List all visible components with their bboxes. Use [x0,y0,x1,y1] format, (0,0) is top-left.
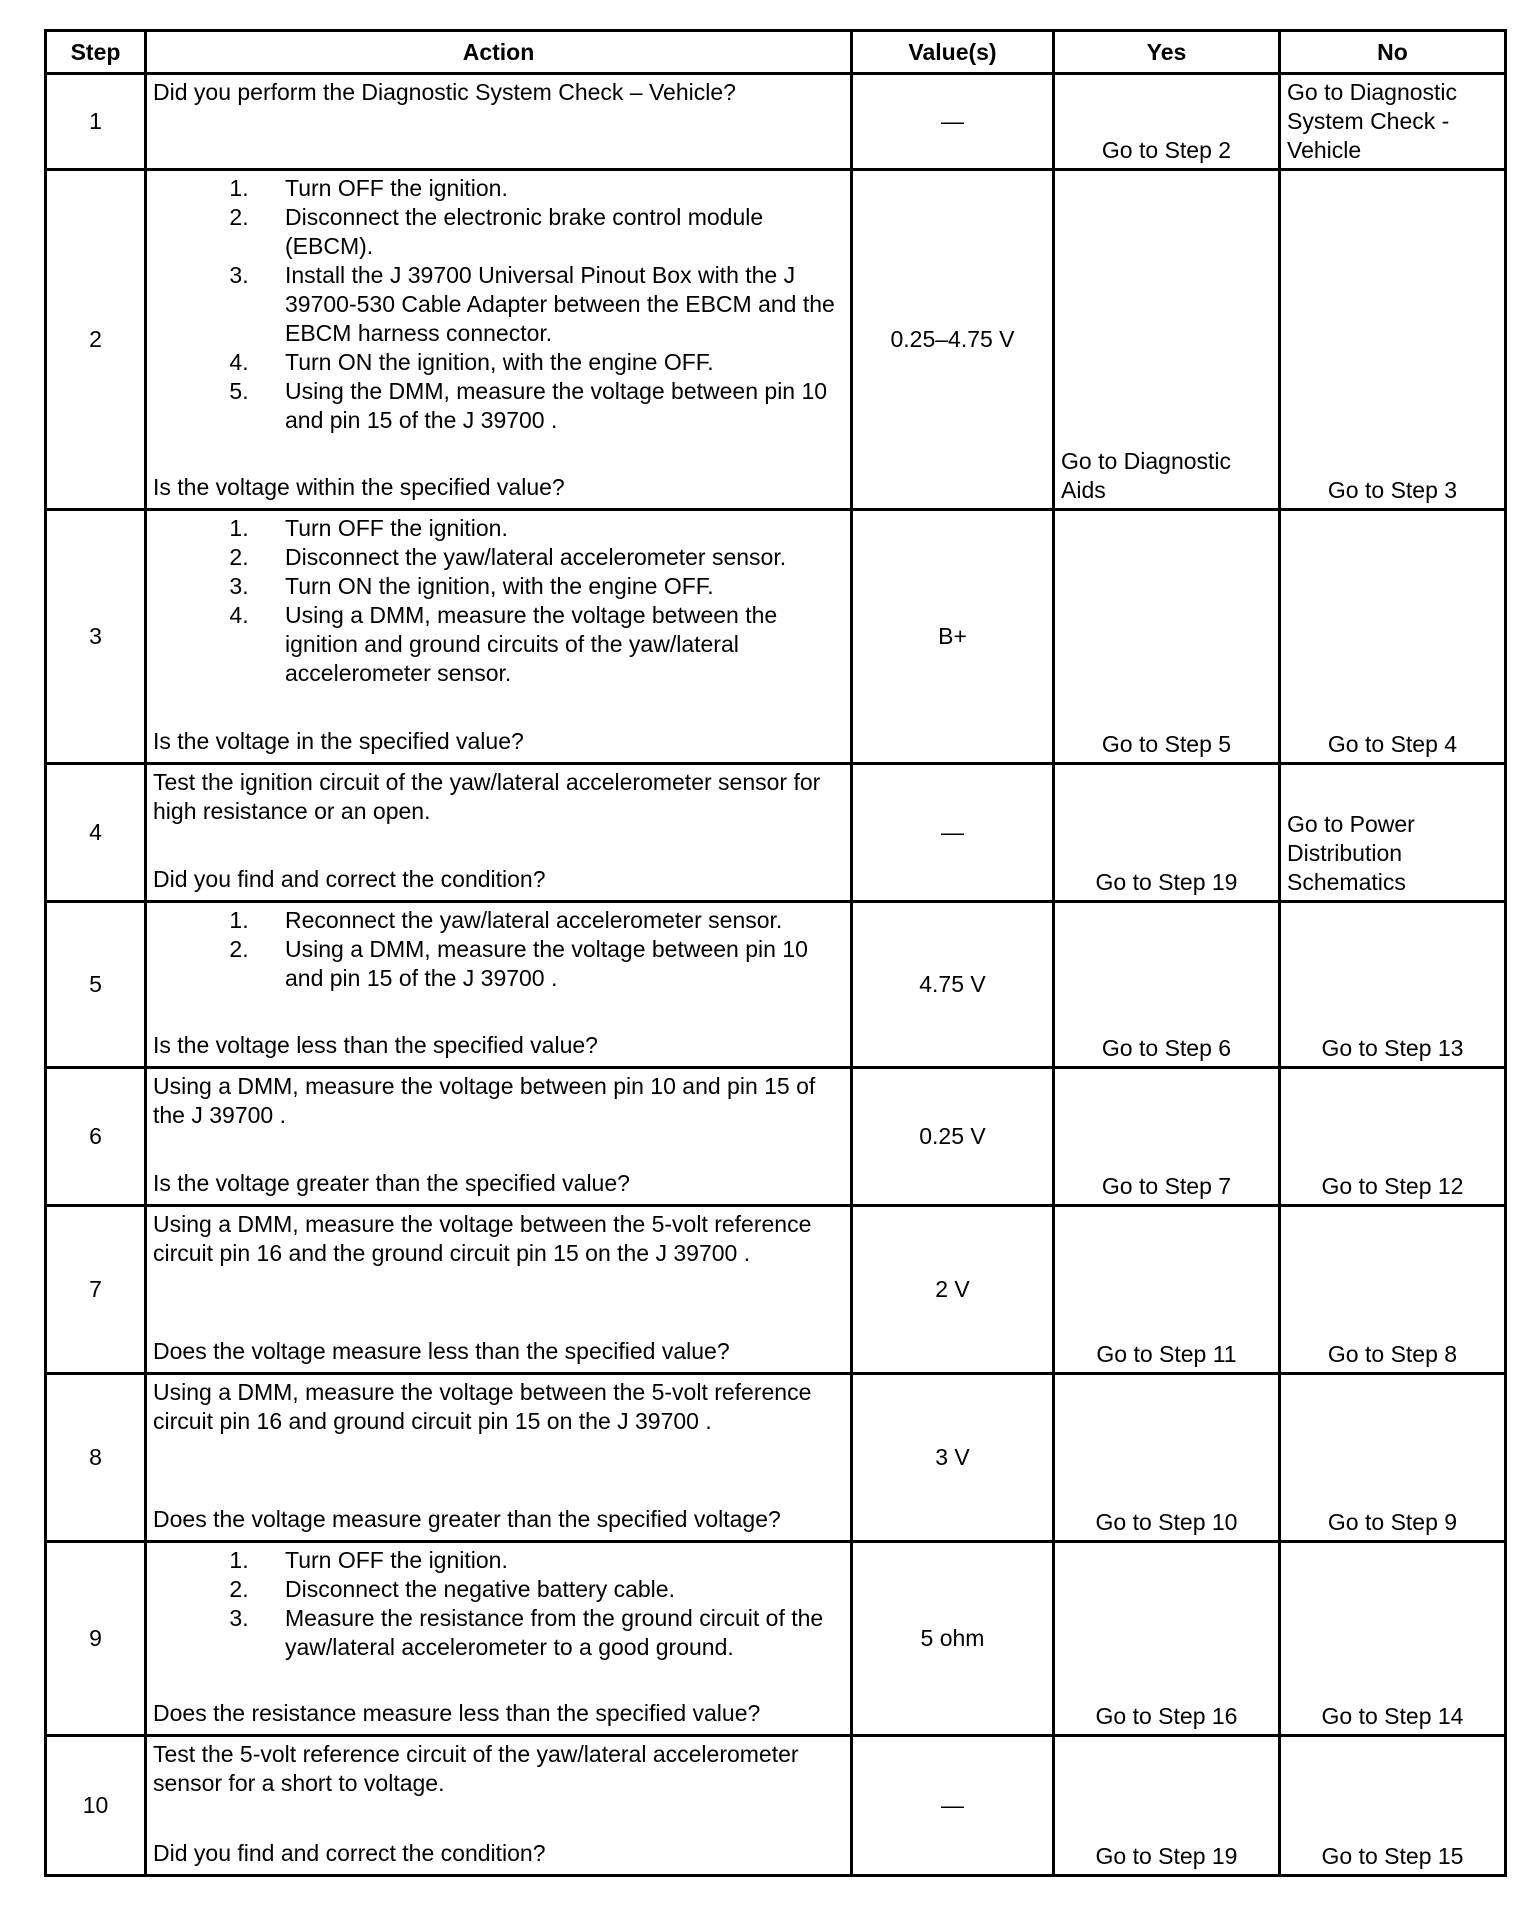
action-step-item: 5. Using the DMM, measure the voltage between pin 10 and pin 15 of the J 39700 . [255,377,844,435]
no-cell: Go to Step 13 [1280,902,1506,1068]
action-step-item: 4. Using a DMM, measure the voltage between the ignition and ground circuits of the yaw/lateral accelerometer sensor. [255,601,844,688]
action-step-item: 3. Turn ON the ignition, with the engine OFF. [255,572,844,601]
yes-cell: Go to Step 2 [1054,74,1280,170]
value-cell: — [852,764,1054,902]
action-steps-list [153,514,844,688]
action-cell [146,510,852,764]
step-number: 7 [46,1206,146,1374]
diagnostic-table [44,29,1507,1877]
action-step-item: 1. Reconnect the yaw/lateral accelerometer sensor. [255,906,844,935]
no-cell: Go to Step 15 [1280,1736,1506,1876]
action-cell [146,1542,852,1736]
yes-cell: Go to Step 10 [1054,1374,1280,1542]
step-number: 5 [46,902,146,1068]
action-intro: Test the ignition circuit of the yaw/lateral accelerometer sensor for high resistance or an open. [153,769,821,824]
action-intro: Using a DMM, measure the voltage between pin 10 and pin 15 of the J 39700 . [153,1073,816,1128]
action-step-item: 1. Turn OFF the ignition. [255,1546,844,1575]
action-cell [146,764,852,902]
action-cell [146,1736,852,1876]
no-cell: Go to Step 8 [1280,1206,1506,1374]
action-question: Did you find and correct the condition? [153,866,546,892]
action-cell [146,1206,852,1374]
value-cell: — [852,74,1054,170]
step-number: 6 [46,1068,146,1206]
action-step-item: 2. Disconnect the yaw/lateral accelerometer sensor. [255,543,844,572]
action-question: Did you find and correct the condition? [153,1840,546,1866]
table-row [46,1542,1506,1736]
action-cell [146,170,852,510]
action-question: Is the voltage greater than the specified value? [153,1170,630,1196]
yes-cell: Go to Step 7 [1054,1068,1280,1206]
action-step-item: 2. Disconnect the negative battery cable. [255,1575,844,1604]
table-row [46,510,1506,764]
no-cell: Go to Step 14 [1280,1542,1506,1736]
yes-cell: Go to Step 16 [1054,1542,1280,1736]
no-cell: Go to Step 9 [1280,1374,1506,1542]
header-action: Action [146,31,852,74]
action-intro: Test the 5-volt reference circuit of the yaw/lateral accelerometer sensor for a short to voltage. [153,1741,799,1796]
action-steps-list [153,1546,844,1662]
action-step-item: 2. Disconnect the electronic brake control module (EBCM). [255,203,844,261]
action-steps-list [153,174,844,435]
action-question: Is the voltage less than the specified value? [153,1032,598,1058]
table-row [46,74,1506,170]
step-number: 8 [46,1374,146,1542]
step-number: 10 [46,1736,146,1876]
action-question: Is the voltage within the specified value? [153,474,565,500]
no-cell: Go to Step 12 [1280,1068,1506,1206]
header-step: Step [46,31,146,74]
action-intro: Using a DMM, measure the voltage between the 5-volt reference circuit pin 16 and the ground circuit pin 15 on the J 39700 . [153,1211,812,1266]
yes-cell: Go to Step 5 [1054,510,1280,764]
no-cell: Go to Diagnostic System Check - Vehicle [1280,74,1506,170]
no-cell: Go to Step 4 [1280,510,1506,764]
action-question: Does the resistance measure less than the specified value? [153,1700,761,1726]
value-cell: 3 V [852,1374,1054,1542]
value-cell: 2 V [852,1206,1054,1374]
action-step-item: 4. Turn ON the ignition, with the engine OFF. [255,348,844,377]
yes-cell: Go to Step 19 [1054,764,1280,902]
action-cell [146,1068,852,1206]
table-row [46,1736,1506,1876]
action-step-item: 2. Using a DMM, measure the voltage between pin 10 and pin 15 of the J 39700 . [255,935,844,993]
step-number: 3 [46,510,146,764]
step-number: 2 [46,170,146,510]
action-cell [146,902,852,1068]
action-intro: Using a DMM, measure the voltage between the 5-volt reference circuit pin 16 and ground circuit pin 15 on the J 39700 . [153,1379,812,1434]
action-steps-list [153,906,844,993]
table-row [46,1374,1506,1542]
value-cell: 4.75 V [852,902,1054,1068]
action-step-item: 1. Turn OFF the ignition. [255,514,844,543]
table-row [46,1206,1506,1374]
table-row [46,902,1506,1068]
step-number: 1 [46,74,146,170]
header-no: No [1280,31,1506,74]
header-values: Value(s) [852,31,1054,74]
yes-cell: Go to Diagnostic Aids [1054,170,1280,510]
yes-cell: Go to Step 6 [1054,902,1280,1068]
step-number: 4 [46,764,146,902]
step-number: 9 [46,1542,146,1736]
action-question: Does the voltage measure greater than the specified voltage? [153,1506,781,1532]
action-step-item: 3. Install the J 39700 Universal Pinout Box with the J 39700-530 Cable Adapter between the EBCM and the EBCM harness connector. [255,261,844,348]
value-cell: — [852,1736,1054,1876]
action-step-item: 1. Turn OFF the ignition. [255,174,844,203]
header-yes: Yes [1054,31,1280,74]
yes-cell: Go to Step 11 [1054,1206,1280,1374]
table-row [46,170,1506,510]
value-cell: 0.25–4.75 V [852,170,1054,510]
value-cell: 5 ohm [852,1542,1054,1736]
action-intro: Did you perform the Diagnostic System Check – Vehicle? [153,79,736,105]
no-cell: Go to Power Distribution Schematics [1280,764,1506,902]
action-cell [146,74,852,170]
value-cell: B+ [852,510,1054,764]
action-cell [146,1374,852,1542]
action-question: Does the voltage measure less than the specified value? [153,1338,730,1364]
no-cell: Go to Step 3 [1280,170,1506,510]
action-question: Is the voltage in the specified value? [153,728,524,754]
value-cell: 0.25 V [852,1068,1054,1206]
yes-cell: Go to Step 19 [1054,1736,1280,1876]
table-row [46,1068,1506,1206]
header-row [46,31,1506,74]
action-step-item: 3. Measure the resistance from the ground circuit of the yaw/lateral accelerometer to a good ground. [255,1604,844,1662]
table-row [46,764,1506,902]
